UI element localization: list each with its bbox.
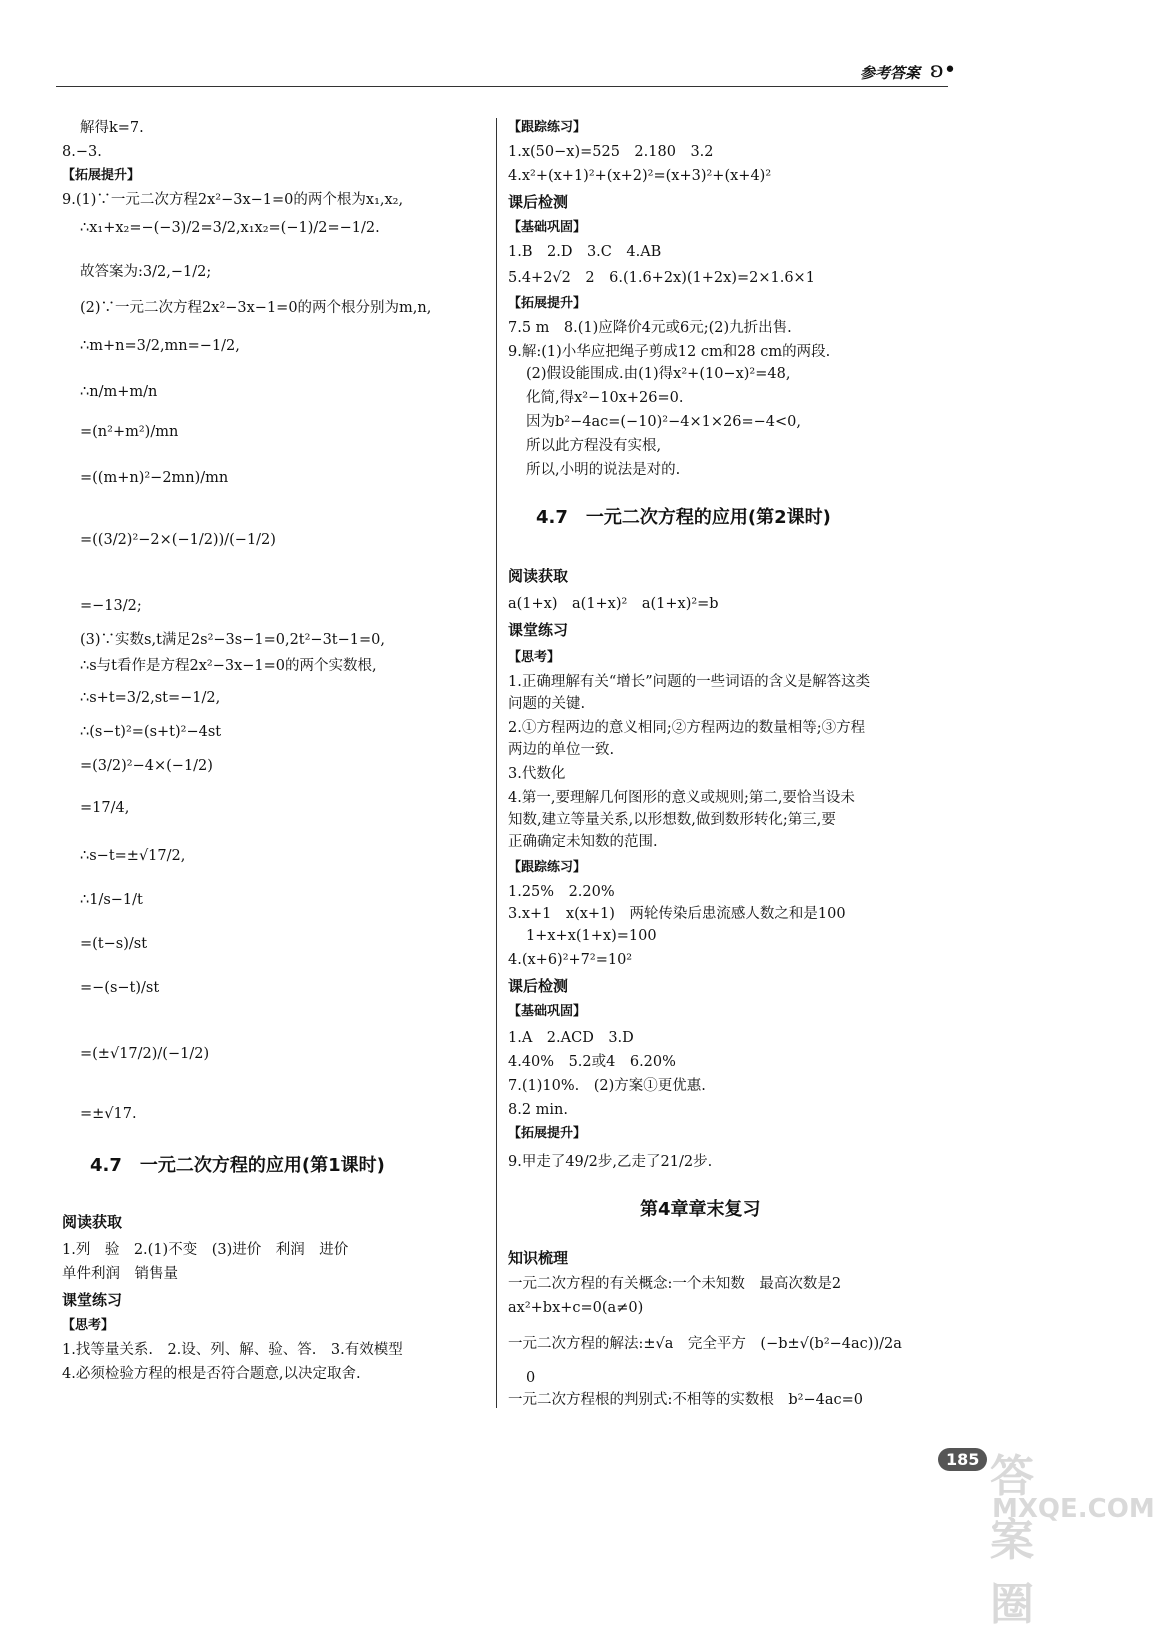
section-tag: 【基础巩固】 bbox=[508, 1004, 587, 1019]
text-line: 所以,小明的说法是对的. bbox=[526, 462, 681, 478]
text-line: 9.解:(1)小华应把绳子剪成12 cm和28 cm的两段. bbox=[508, 344, 831, 360]
text-line: 4.第一,要理解几何图形的意义或规则;第二,要恰当设未 bbox=[508, 790, 855, 806]
text-line: 解得k=7. bbox=[80, 120, 144, 136]
text-line: 两边的单位一致. bbox=[508, 742, 615, 758]
text-line: ∴m+n=3/2,mn=−1/2, bbox=[80, 338, 240, 354]
text-line: 因为b²−4ac=(−10)²−4×1×26=−4<0, bbox=[526, 414, 801, 430]
text-line: 化简,得x²−10x+26=0. bbox=[526, 390, 684, 406]
text-line: 9.甲走了49/2步,乙走了21/2步. bbox=[508, 1154, 713, 1170]
watermark-logo: 答案圈 bbox=[990, 1451, 1034, 1630]
text-line: 一元二次方程的有关概念:一个未知数 最高次数是2 bbox=[508, 1276, 842, 1292]
text-line: 1.A 2.ACD 3.D bbox=[508, 1030, 634, 1046]
text-line: 1.列 验 2.(1)不变 (3)进价 利润 进价 bbox=[62, 1242, 349, 1258]
text-line: 4.40% 5.2或4 6.20% bbox=[508, 1054, 676, 1070]
section-tag: 【基础巩固】 bbox=[508, 220, 587, 235]
text-line: ax²+bx+c=0(a≠0) bbox=[508, 1300, 644, 1316]
text-line: 一元二次方程根的判别式:不相等的实数根 b²−4ac=0 bbox=[508, 1392, 863, 1408]
page-number: 185 bbox=[938, 1448, 987, 1471]
text-line: 8.−3. bbox=[62, 144, 102, 160]
text-line: ∴s与t看作是方程2x²−3x−1=0的两个实数根, bbox=[80, 658, 377, 674]
text-line: 7.(1)10%. (2)方案①更优惠. bbox=[508, 1078, 706, 1094]
text-line: 所以此方程没有实根, bbox=[526, 438, 662, 454]
text-line: 问题的关键. bbox=[508, 696, 586, 712]
subsection-title: 课堂练习 bbox=[508, 621, 569, 639]
text-line: ∴x₁+x₂=−(−3)/2=3/2,x₁x₂=(−1)/2=−1/2. bbox=[80, 220, 380, 236]
text-line: =(3/2)²−4×(−1/2) bbox=[80, 758, 213, 774]
section-tag: 【思考】 bbox=[508, 650, 561, 665]
text-line: =−(s−t)/st bbox=[80, 980, 160, 996]
subsection-title: 课后检测 bbox=[508, 193, 569, 211]
text-line: 1.25% 2.20% bbox=[508, 884, 615, 900]
text-line: 4.必须检验方程的根是否符合题意,以决定取舍. bbox=[62, 1366, 361, 1382]
text-line: 2.①方程两边的意义相同;②方程两边的数量相等;③方程 bbox=[508, 720, 866, 736]
text-line: 一元二次方程的解法:±√a 完全平方 (−b±√(b²−4ac))/2a bbox=[508, 1336, 902, 1352]
text-line: 故答案为:3/2,−1/2; bbox=[80, 264, 212, 280]
text-line: 单件利润 销售量 bbox=[62, 1266, 178, 1282]
section-tag: 【思考】 bbox=[62, 1318, 115, 1333]
header-label: 参考答案 bbox=[860, 64, 921, 82]
text-line: a(1+x) a(1+x)² a(1+x)²=b bbox=[508, 596, 719, 612]
subsection-title: 课堂练习 bbox=[62, 1291, 123, 1309]
text-line: 1.x(50−x)=525 2.180 3.2 bbox=[508, 144, 714, 160]
text-line: ∴n/m+m/n bbox=[80, 384, 158, 400]
section-title: 4.7 一元二次方程的应用(第2课时) bbox=[536, 507, 831, 528]
watermark-url: MXQE.COM bbox=[992, 1494, 1155, 1524]
text-line: =(t−s)/st bbox=[80, 936, 148, 952]
section-tag: 【跟踪练习】 bbox=[508, 120, 587, 135]
text-line: =−13/2; bbox=[80, 598, 142, 614]
right-column bbox=[508, 0, 958, 1536]
left-column bbox=[62, 0, 492, 1536]
section-tag: 【拓展提升】 bbox=[508, 1126, 587, 1141]
subsection-title: 阅读获取 bbox=[508, 567, 569, 585]
text-line: 4.(x+6)²+7²=10² bbox=[508, 952, 633, 968]
text-line: 4.x²+(x+1)²+(x+2)²=(x+3)²+(x+4)² bbox=[508, 168, 772, 184]
subsection-title: 知识梳理 bbox=[508, 1249, 569, 1267]
header-swirl-icon: ʚ• bbox=[930, 58, 957, 83]
section-title: 4.7 一元二次方程的应用(第1课时) bbox=[90, 1155, 385, 1176]
text-line: 9.(1)∵一元二次方程2x²−3x−1=0的两个根为x₁,x₂, bbox=[62, 192, 404, 208]
text-line: ∴1/s−1/t bbox=[80, 892, 143, 908]
text-line: 1.B 2.D 3.C 4.AB bbox=[508, 244, 662, 260]
text-line: 5.4+2√2 2 6.(1.6+2x)(1+2x)=2×1.6×1 bbox=[508, 270, 815, 286]
text-line: (2)∵一元二次方程2x²−3x−1=0的两个根分别为m,n, bbox=[80, 300, 432, 316]
text-line: =17/4, bbox=[80, 800, 130, 816]
text-line: =(n²+m²)/mn bbox=[80, 424, 179, 440]
text-line: =((3/2)²−2×(−1/2))/(−1/2) bbox=[80, 532, 276, 548]
text-line: 正确确定未知数的范围. bbox=[508, 834, 658, 850]
section-tag: 【跟踪练习】 bbox=[508, 860, 587, 875]
text-line: 1.正确理解有关“增长”问题的一些词语的含义是解答这类 bbox=[508, 674, 871, 690]
text-line: 3.代数化 bbox=[508, 766, 566, 782]
column-divider bbox=[496, 118, 497, 1408]
text-line: 7.5 m 8.(1)应降价4元或6元;(2)九折出售. bbox=[508, 320, 792, 336]
section-title: 第4章章末复习 bbox=[640, 1199, 761, 1220]
text-line: (3)∵实数s,t满足2s²−3s−1=0,2t²−3t−1=0, bbox=[80, 632, 385, 648]
text-line: 知数,建立等量关系,以形想数,做到数形转化;第三,要 bbox=[508, 812, 836, 828]
section-tag: 【拓展提升】 bbox=[508, 296, 587, 311]
subsection-title: 阅读获取 bbox=[62, 1213, 123, 1231]
text-line: 0 bbox=[526, 1370, 536, 1386]
text-line: 1.找等量关系. 2.设、列、解、验、答. 3.有效模型 bbox=[62, 1342, 403, 1358]
text-line: =(±√17/2)/(−1/2) bbox=[80, 1046, 210, 1062]
text-line: 1+x+x(1+x)=100 bbox=[526, 928, 657, 944]
text-line: =±√17. bbox=[80, 1106, 137, 1122]
text-line: 3.x+1 x(x+1) 两轮传染后患流感人数之和是100 bbox=[508, 906, 846, 922]
text-line: (2)假设能围成.由(1)得x²+(10−x)²=48, bbox=[526, 366, 791, 382]
text-line: 8.2 min. bbox=[508, 1102, 569, 1118]
section-tag: 【拓展提升】 bbox=[62, 168, 141, 183]
text-line: ∴(s−t)²=(s+t)²−4st bbox=[80, 724, 222, 740]
text-line: ∴s−t=±√17/2, bbox=[80, 848, 186, 864]
text-line: ∴s+t=3/2,st=−1/2, bbox=[80, 690, 221, 706]
text-line: =((m+n)²−2mn)/mn bbox=[80, 470, 229, 486]
subsection-title: 课后检测 bbox=[508, 977, 569, 995]
